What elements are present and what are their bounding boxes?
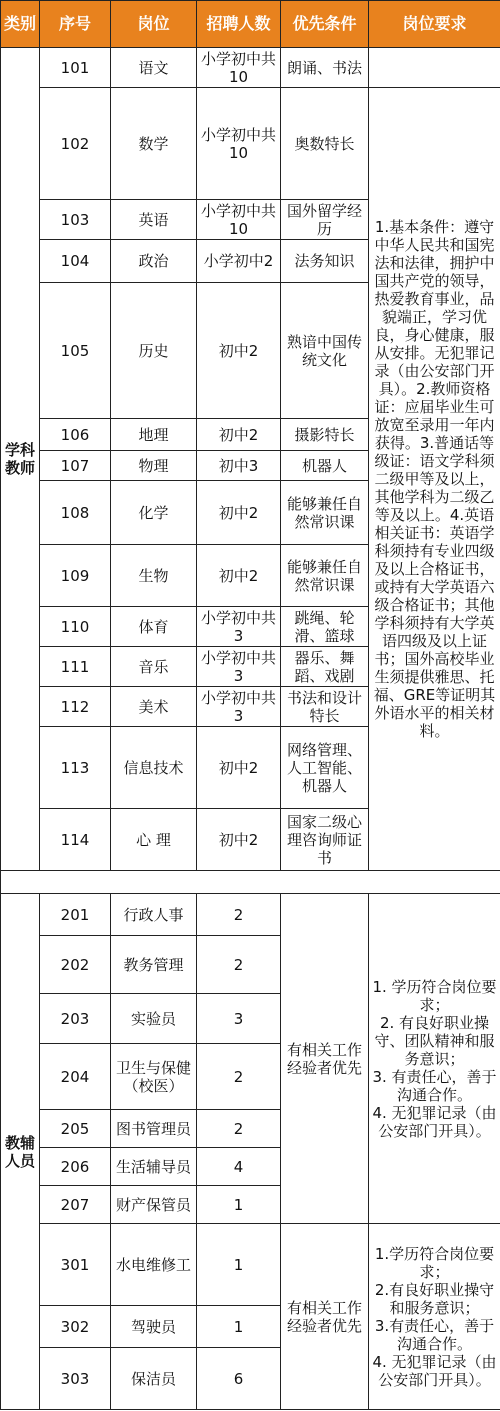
requirement-line: 4. 无犯罪记录（由公安部门开具）。 [372,1103,497,1140]
post-name: 图书管理员 [111,1110,197,1148]
row-number: 111 [40,647,111,687]
row-number: 207 [40,1186,111,1224]
post-name: 财产保管员 [111,1186,197,1224]
hire-count: 初中2 [197,545,281,607]
row-number: 206 [40,1148,111,1186]
post-name: 卫生与保健（校医） [111,1044,197,1110]
requirement-line: 1. 学历符合岗位要求； [372,977,497,1014]
row-number: 104 [40,240,111,283]
requirement-line: 2. 有良好职业操守、团队精神和服务意识； [374,1013,495,1068]
hire-count: 小学初中共10 [197,200,281,240]
support-group1-requirement [369,894,500,1224]
preference: 器乐、舞蹈、戏剧 [281,647,369,687]
requirement-blank [369,48,500,88]
category-support-staff: 教辅人员 [1,894,40,1410]
preference: 朗诵、书法 [281,48,369,88]
preference: 国家二级心理咨询师证书 [281,809,369,871]
post-name: 数学 [111,88,197,200]
hire-count: 2 [197,936,281,994]
hire-count: 小学初中共3 [197,647,281,687]
preference: 熟谙中国传统文化 [281,283,369,419]
support-group2-preference: 有相关工作经验者优先 [281,1224,369,1410]
post-name: 历史 [111,283,197,419]
support-group2-requirement [369,1224,500,1410]
row-number: 109 [40,545,111,607]
hire-count: 小学初中共10 [197,48,281,88]
post-name: 水电维修工 [111,1224,197,1306]
preference: 法务知识 [281,240,369,283]
post-name: 信息技术 [111,727,197,809]
table-row [1,894,500,936]
preference: 能够兼任自然常识课 [281,545,369,607]
hire-count: 初中2 [197,419,281,451]
row-number: 202 [40,936,111,994]
row-number: 103 [40,200,111,240]
post-name: 实验员 [111,994,197,1044]
hire-count: 3 [197,994,281,1044]
preference: 跳绳、轮滑、篮球 [281,607,369,647]
preference: 奥数特长 [281,88,369,200]
hire-count: 2 [197,1044,281,1110]
row-number: 205 [40,1110,111,1148]
post-name: 教务管理 [111,936,197,994]
header-number: 序号 [40,1,111,48]
header-requirement: 岗位要求 [369,1,500,48]
hire-count: 小学初中共10 [197,88,281,200]
row-number: 106 [40,419,111,451]
hire-count: 初中2 [197,809,281,871]
preference: 摄影特长 [281,419,369,451]
table-row [1,48,500,88]
hire-count: 初中2 [197,727,281,809]
hire-count: 初中2 [197,283,281,419]
section-spacer [1,871,500,894]
hire-count: 4 [197,1148,281,1186]
post-name: 行政人事 [111,894,197,936]
post-name: 语文 [111,48,197,88]
row-number: 302 [40,1306,111,1348]
row-number: 301 [40,1224,111,1306]
post-name: 政治 [111,240,197,283]
post-name: 音乐 [111,647,197,687]
header-preference: 优先条件 [281,1,369,48]
hire-count: 1 [197,1306,281,1348]
hire-count: 1 [197,1186,281,1224]
post-name: 生活辅导员 [111,1148,197,1186]
post-name: 物理 [111,451,197,481]
header-category: 类别 [1,1,40,48]
hire-count: 小学初中共3 [197,607,281,647]
post-name: 心 理 [111,809,197,871]
row-number: 107 [40,451,111,481]
post-name: 驾驶员 [111,1306,197,1348]
preference: 网络管理、人工智能、机器人 [281,727,369,809]
header-count: 招聘人数 [197,1,281,48]
row-number: 102 [40,88,111,200]
row-number: 101 [40,48,111,88]
table-row [1,1224,500,1306]
hire-count: 2 [197,894,281,936]
row-number: 303 [40,1348,111,1410]
hire-count: 初中3 [197,451,281,481]
preference: 国外留学经历 [281,200,369,240]
requirement-line: 3.有责任心，善于沟通合作。 [374,1316,495,1353]
post-name: 保洁员 [111,1348,197,1410]
support-group1-preference: 有相关工作经验者优先 [281,894,369,1224]
post-name: 生物 [111,545,197,607]
row-number: 203 [40,994,111,1044]
table-row [1,88,500,200]
row-number: 201 [40,894,111,936]
row-number: 108 [40,481,111,545]
hire-count: 2 [197,1110,281,1148]
row-number: 105 [40,283,111,419]
post-name: 体育 [111,607,197,647]
row-number: 113 [40,727,111,809]
hire-count: 1 [197,1224,281,1306]
requirement-line: 2.有良好职业操守和服务意识； [374,1280,495,1317]
category-subject-teacher: 学科教师 [1,48,40,871]
preference: 机器人 [281,451,369,481]
post-name: 美术 [111,687,197,727]
header-post: 岗位 [111,1,197,48]
hire-count: 6 [197,1348,281,1410]
row-number: 110 [40,607,111,647]
hire-count: 小学初中共3 [197,687,281,727]
row-number: 204 [40,1044,111,1110]
requirement-line: 4. 无犯罪记录（由公安部门开具）。 [372,1352,497,1389]
post-name: 地理 [111,419,197,451]
hire-count: 初中2 [197,481,281,545]
requirement-line: 3. 有责任心，善于沟通合作。 [372,1067,497,1104]
requirement-line: 1.学历符合岗位要求； [374,1244,495,1281]
header-row [1,1,500,48]
preference: 书法和设计特长 [281,687,369,727]
post-name: 英语 [111,200,197,240]
subject-requirement: 1.基本条件：遵守中华人民共和国宪法和法律，拥护中国共产党的领导，热爱教育事业，品貌端正，学习优良，身心健康，服从安排。无犯罪记录（由公安部门开具）。2.教师资格证：应届毕业生可放宽至录用一年内获得。3.普通话等级证：语文学科须二级甲等及以上，其他学科为二级乙等及以上。4.英语相关证书：英语学科须持有专业四级及以上合格证书，或持有大学英语六级合格证书；其他学科须持有大学英语四级及以上证书；国外高校毕业生须提供雅思、托福、GRE等证明其外语水平的相关材料。 [369,88,500,871]
row-number: 114 [40,809,111,871]
hire-count: 小学初中2 [197,240,281,283]
post-name: 化学 [111,481,197,545]
preference: 能够兼任自然常识课 [281,481,369,545]
row-number: 112 [40,687,111,727]
